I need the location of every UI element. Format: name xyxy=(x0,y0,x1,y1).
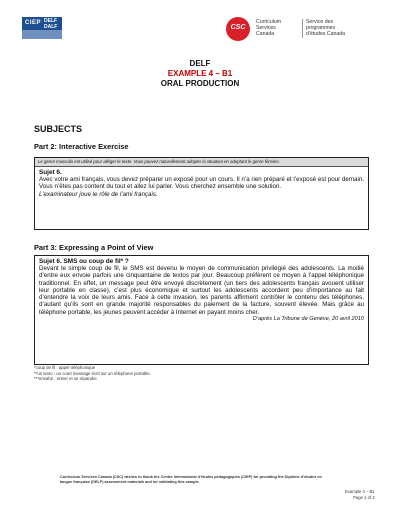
title-delf: DELF xyxy=(189,59,211,68)
csc-en-line: Services xyxy=(256,25,276,32)
csc-en-line: Curriculum xyxy=(256,19,282,25)
csc-logo-mark-text: CSC xyxy=(230,24,246,31)
footnote: **un texto : un court message écrit sur un téléphone portable. xyxy=(34,370,151,376)
footnote: ***envahir : entrer et se répandre xyxy=(34,376,97,382)
footnotes xyxy=(34,365,151,382)
footnote: *coup de fil : appel téléphonique xyxy=(34,365,96,370)
csc-fr-line: programmes xyxy=(306,25,336,32)
part3-source: D’après La Tribune de Genève, 20 avril 2010 xyxy=(252,316,364,323)
csc-logo-french xyxy=(302,19,345,38)
part3-subject-box xyxy=(34,255,369,365)
csc-fr-line: d'études Canada xyxy=(306,31,346,38)
part3-sujet-title: Sujet 6. SMS ou coup de fil* ? xyxy=(39,258,129,265)
part3-sujet-body: Devant le simple coup de fil, le SMS est devenu le moyen de communication privilégié des adolescents. La moitié d’entre eux envoie parfois une cinquantaine de textos par jour. Beaucoup préfèrent ce moyen à l’appel téléphonique traditionnel. En effet, un message peut être envoyé discrètement (un tiers des adolescents français avouent utiliser leur portable en classe), c’est plus économique et surtout les adolescents accordent peu d’importance au fait d’entendre la voix de leurs amis. Face à cette invasion, les parents affirment contrôler le contenu des téléphones, d’autant qu’ils sont en grande majorité responsables du paiement de la facture, souvent élevée. Mais grâce au téléphone portable, les jeunes peuvent accéder à Internet en payant moins cher. xyxy=(39,265,364,316)
example-label: Example 4 – B1 xyxy=(345,489,375,494)
title-oral-production: ORAL PRODUCTION xyxy=(160,79,240,88)
part2-sujet-body: Avec votre ami français, vous devez préparer un exposé pour un cours. Il n’a rien préparé et l’exposé est pour demain. Vous n’êtes pas content du tout et allez lui parler. Vous cherchez ensemble une solution. xyxy=(39,176,364,191)
part2-heading: Part 2: Interactive Exercise xyxy=(34,142,129,151)
csc-logo-english xyxy=(256,19,281,38)
part2-subject-box xyxy=(34,157,369,230)
footer-acknowledgement: Curriculum Services Canada (CSC) wishes to thank the Centre international d’études pédagogiques (CIEP) for providing the Diplôme d’études en langue française (DELF) assessment materials and for validating this sample. xyxy=(60,475,322,484)
subjects-heading: SUBJECTS xyxy=(34,124,83,134)
page-identifier xyxy=(345,489,375,500)
delf-logo-text: DELF DALF xyxy=(44,18,58,30)
csc-logo xyxy=(226,17,386,43)
part2-sujet-role: L’examinateur joue le rôle de l’ami français. xyxy=(39,190,158,198)
ciep-logo-text: CIEP xyxy=(25,20,42,26)
ciep-logo xyxy=(22,17,62,39)
csc-en-line: Canada xyxy=(256,31,275,38)
part2-sujet-title: Sujet 6. xyxy=(39,169,62,176)
csc-fr-line: Service des xyxy=(306,19,334,25)
title-example: EXAMPLE 4 – B1 xyxy=(167,69,233,78)
page-number: Page 1 of 3 xyxy=(353,494,375,500)
csc-logo-mark xyxy=(226,17,250,41)
part3-heading: Part 3: Expressing a Point of View xyxy=(34,243,154,252)
gender-note: Le genre masculin est utilisé pour alléger le texte. Vous pouvez naturellement adopter la situation en adoptant le genre féminin. xyxy=(35,158,368,167)
